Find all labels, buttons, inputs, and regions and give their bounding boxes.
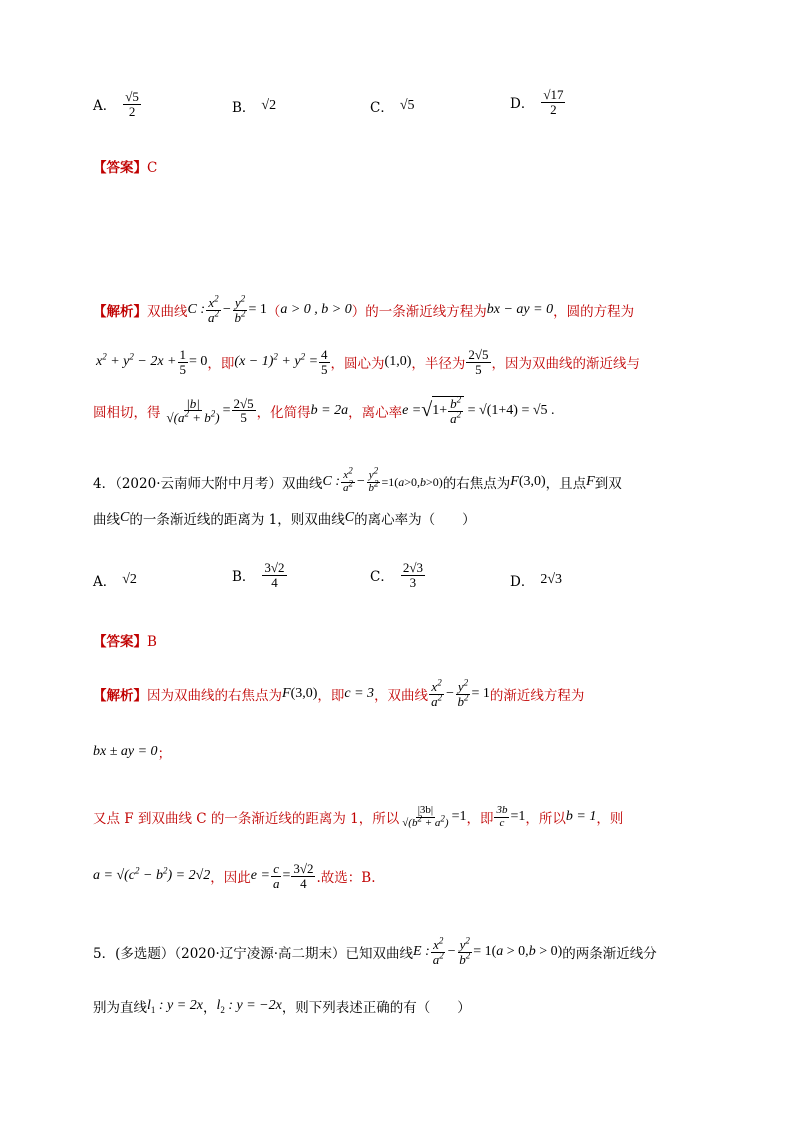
fraction-numerator: √17 — [543, 87, 564, 102]
analysis-text: （ — [266, 304, 281, 321]
fraction-numerator: √5 — [125, 89, 139, 104]
question-text: 5．(多选题）（2020·辽宁凌源·高二期末）已知双曲线 — [93, 946, 414, 963]
question-text: ，则下列表述正确的有（ ） — [281, 1000, 471, 1016]
analysis-text: ，即 — [317, 688, 345, 705]
option-value: √5 — [399, 98, 415, 113]
question-text: 到双 — [594, 476, 622, 493]
analysis-text: 双曲线 — [147, 304, 188, 321]
fraction-denominator: 3 — [409, 574, 417, 590]
q4-stem-line1: 4．（2020·云南师大附中月考）双曲线 C : $\frac{x^2}{a^2}$ − $\frac{y^2}{b^2}$ =1(a>0,b>0) 的右焦点为 F (3,0) ，且点 F 到双 — [93, 465, 622, 494]
question-text: 4．（2020·云南师大附中月考）双曲线 — [93, 476, 323, 493]
analysis-text: .故选：B. — [316, 870, 376, 887]
analysis-tag: 【解析】 — [93, 688, 147, 705]
q4-analysis-line3: 又点 F 到双曲线 C 的一条渐近线的距离为 1，所以 $\frac{|3b|}{√(b^2 + a^2)}$ =1 ，即 $\frac{3b}{c}$ =1 ，所以 b = 1 ，则 — [93, 804, 624, 829]
analysis-text: ，因为双曲线的渐近线与 — [491, 356, 640, 373]
analysis-text: ，则 — [596, 811, 624, 828]
analysis-text: ，化简得 — [256, 404, 311, 421]
option-value — [123, 90, 141, 118]
analysis-text: ）的一条渐近线方程为 — [351, 304, 487, 321]
fraction-denominator: 2 — [550, 101, 557, 117]
option-label: C． — [370, 100, 394, 116]
q4-analysis-line4: $a = √(c^2 - b^2) = 2√2$ ，因此 e = $\frac{c}{a}$ = $\frac{3√2}{4}$ .故选：B. — [93, 861, 376, 891]
analysis-text: ，即 — [207, 356, 235, 373]
option-label: D． — [510, 96, 535, 113]
q4-answer — [93, 630, 157, 650]
fraction-numerator: 2√3 — [402, 560, 423, 575]
analysis-text: ，双曲线 — [374, 688, 429, 705]
option-label: B． — [232, 100, 256, 116]
analysis-tag: 【解析】 — [93, 304, 147, 321]
question-text: 别为直线 — [93, 1000, 147, 1016]
question-text: 的右焦点为 — [442, 476, 511, 493]
q4-analysis-line1: 【解析】 因为双曲线的右焦点为 F (3,0) ，即 c = 3 ，双曲线 $\frac{x^2}{a^2}$ − $\frac{y^2}{b^2}$ = 1 的渐近线方程为 — [93, 677, 585, 709]
option-label: C． — [370, 569, 394, 586]
q4-analysis-line2: bx ± ay = 0 ； — [93, 744, 172, 762]
analysis-text: 又点 F 到双曲线 C 的一条渐近线的距离为 1，所以 — [93, 811, 400, 828]
question-text: ，且点 — [545, 476, 587, 493]
q3-analysis-line1: 【解析】 双曲线 C : $\frac{x^2}{a^2}$ − $\frac{y^2}{b^2}$ = 1 （ a > 0 , b > 0 ）的一条渐近线方程为 bx − ay = 0 ，圆的方程为 — [93, 293, 635, 325]
fraction-denominator: 2 — [128, 103, 136, 119]
q3-analysis-line3: 圆相切，得 $\frac{|b|}{√(a^2 + b^2)}$ = $\frac{2√5}{5}$ ，化简得 b = 2a ，离心率 e = √ 1+ $\frac{b^2}{a^2}$ = √(1+4) = √5 . — [93, 394, 555, 426]
analysis-text: ，圆心为 — [330, 356, 385, 373]
question-text: 的一条渐近线的距离为 1，则双曲线 — [129, 512, 345, 528]
option-label: A． — [93, 98, 117, 115]
option-value: √2 — [261, 98, 277, 113]
question-text: 的离心率为（ ） — [354, 512, 476, 528]
option-value — [541, 88, 565, 116]
analysis-text: ，半径为 — [411, 356, 466, 373]
option-value — [262, 561, 286, 589]
question-text: 的两条渐近线分 — [562, 946, 657, 963]
question-text: 曲线 — [93, 512, 120, 528]
analysis-text: ，所以 — [525, 811, 566, 828]
analysis-text: 的渐近线方程为 — [489, 688, 585, 705]
fraction-numerator: 3√2 — [264, 560, 285, 575]
question-text: ， — [202, 1000, 217, 1016]
q3-analysis-line2: $x^2 + y^2 - 2x$ + $\frac{1}{5}$ = 0 ，即 $(x - 1)^2 + y^2$ = $\frac{4}{5}$ ，圆心为 (1,0) ，半径为 $\frac{2√5}{5}$ ，因为双曲线的渐近线与 — [96, 347, 640, 377]
q4-stem-line2: 曲线 C 的一条渐近线的距离为 1，则双曲线 C 的离心率为（ ） — [93, 510, 476, 528]
analysis-text: ，圆的方程为 — [553, 304, 635, 321]
option-label: B． — [232, 569, 256, 586]
answer-value: C — [147, 160, 158, 176]
q4-option-b — [232, 561, 288, 589]
option-label: D． — [510, 574, 535, 590]
q3-answer — [93, 156, 157, 176]
q4-option-d — [510, 570, 562, 590]
fraction-denominator: 4 — [271, 574, 278, 590]
option-value — [401, 561, 425, 589]
answer-tag: 【答案】 — [93, 160, 147, 176]
analysis-text: ； — [157, 746, 172, 762]
analysis-text: ，因此 — [210, 870, 251, 887]
analysis-text: ，离心率 — [348, 404, 403, 421]
analysis-text: 因为双曲线的右焦点为 — [147, 688, 282, 705]
q5-stem-line2: 别为直线 $l_1$ : y = 2x ， $l_2$ : y = −2x ，则下列表述正确的有（ ） — [93, 998, 471, 1016]
answer-value: B — [147, 634, 157, 650]
analysis-text: 圆相切，得 — [93, 404, 161, 421]
option-label: A． — [93, 574, 117, 590]
q4-option-a — [93, 570, 137, 590]
q4-option-c — [370, 561, 426, 589]
q3-option-b — [232, 96, 276, 116]
option-value: 2√3 — [540, 572, 563, 587]
q5-stem-line1: 5．(多选题）（2020·辽宁凌源·高二期末）已知双曲线 E : $\frac{x^2}{a^2}$ − $\frac{y^2}{b^2}$ = 1(a > 0,b > 0) 的两条渐近线分 — [93, 935, 657, 967]
analysis-text: ，即 — [466, 811, 494, 828]
answer-tag: 【答案】 — [93, 634, 147, 650]
q3-option-a — [93, 90, 142, 118]
q3-option-d — [510, 88, 566, 116]
q3-option-c — [370, 96, 415, 116]
option-value: √2 — [122, 572, 137, 587]
